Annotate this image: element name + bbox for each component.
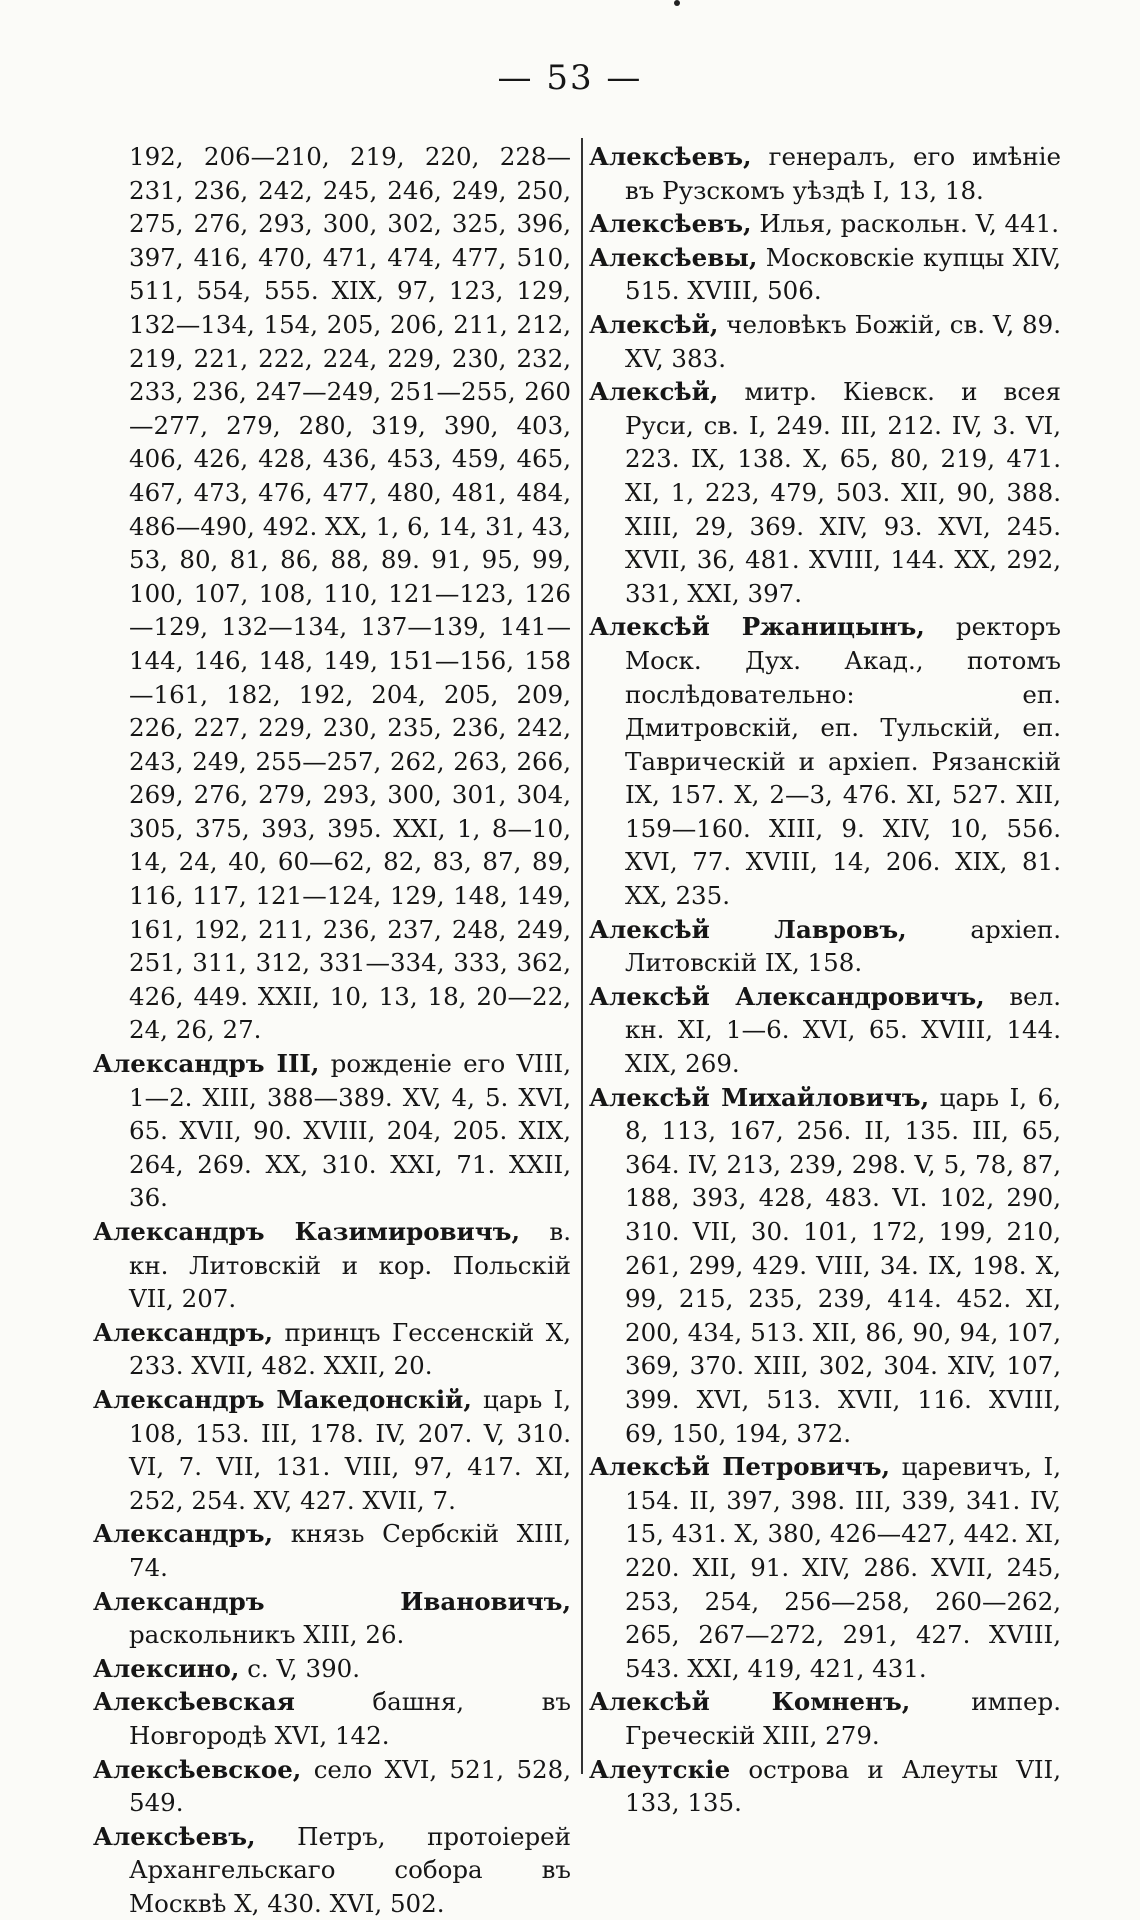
index-entry: Алексѣй, митр. Кіевск. и всея Руси, св. I, 249. III, 212. IV, 3. VI, 223. IX, 138. X, 65, 80, 219, 471. XI, 1, 223, 479, 503. XII, 90, 388. XIII, 29, 369. XIV, 93. XVI, 245. XVII, 36, 481. XVIII, 144. XX, 292, 331, XXI, 397. (589, 377, 1061, 608)
page-number: — 53 — (497, 58, 643, 98)
index-entry: Алексѣевское, село XVI, 521, 528, 549. (93, 1754, 571, 1818)
index-entry: Александръ III, рожденіе его VIII, 1—2. XIII, 388—389. XV, 4, 5. XVI, 65. XVII, 90. XVIII, 204, 205. XIX, 264, 269. XX, 310. XXI, 71. XXII, 36. (93, 1049, 571, 1213)
page-speck (674, 0, 680, 6)
column-divider (581, 138, 583, 1774)
index-entry: Александръ Ивановичъ, раскольникъ XIII, 26. (93, 1586, 571, 1650)
index-entry: Алексино, с. V, 390. (93, 1653, 361, 1683)
left-column (93, 140, 571, 1920)
index-entry: Алексѣевъ, Петръ, протоіерей Архангельскаго собора въ Москвѣ X, 430. XVI, 502. (93, 1821, 571, 1918)
index-entry: Алеутскіе острова и Алеуты VII, 133, 135. (589, 1754, 1061, 1818)
index-entry: Алексѣй Михайловичъ, царь I, 6, 8, 113, 167, 256. II, 135. III, 65, 364. IV, 213, 239, 298. V, 5, 78, 87, 188, 393, 428, 483. VI. 102, 290, 310. VII, 30. 101, 172, 199, 210, 261, 299, 429. VIII, 34. IX, 198. X, 99, 215, 235, 239, 414. 452. XI, 200, 434, 513. XII, 86, 90, 94, 107, 369, 370. XIII, 302, 304. XIV, 107, 399. XVI, 513. XVII, 116. XVIII, 69, 150, 194, 372. (589, 1082, 1061, 1448)
index-entry: Алексѣевы, Московскіе купцы XIV, 515. XVIII, 506. (589, 242, 1061, 306)
index-entry: Алексѣй Александровичъ, вел. кн. XI, 1—6. XVI, 65. XVIII, 144. XIX, 269. (589, 981, 1061, 1079)
index-entry: Александръ Македонскій, царь I, 108, 153. III, 178. IV, 207. V, 310. VI, 7. VII, 131. VIII, 97, 417. XI, 252, 254. XV, 427. XVII, 7. (93, 1384, 571, 1515)
index-entry: Алексѣевская башня, въ Новгородѣ XVI, 142. (93, 1687, 571, 1750)
index-entry: Алексѣй Комненъ, импер. Греческій XIII, 279. (589, 1687, 1061, 1750)
index-entry: Александръ Казимировичъ, в. кн. Литовскій и кор. Польскій VII, 207. (93, 1217, 571, 1314)
index-entry: Алексѣй Лавровъ, архіеп. Литовскій IX, 158. (589, 914, 1061, 978)
right-column (589, 140, 1061, 1820)
left-continuation: 192, 206—210, 219, 220, 228—231, 236, 242, 245, 246, 249, 250, 275, 276, 293, 300, 302, 325, 396, 397, 416, 470, 471, 474, 477, 510, 511, 554, 555. XIX, 97, 123, 129, 132—134, 154, 205, 206, 211, 212, 219, 221, 222, 224, 229, 230, 232, 233, 236, 247—249, 251—255, 260—277, 279, 280, 319, 390, 403, 406, 426, 428, 436, 453, 459, 465, 467, 473, 476, 477, 480, 481, 484, 486—490, 492. XX, 1, 6, 14, 31, 43, 53, 80, 81, 86, 88, 89. 91, 95, 99, 100, 107, 108, 110, 121—123, 126—129, 132—134, 137—139, 141—144, 146, 148, 149, 151—156, 158—161, 182, 192, 204, 205, 209, 226, 227, 229, 230, 235, 236, 242, 243, 249, 255—257, 262, 263, 266, 269, 276, 279, 293, 300, 301, 304, 305, 375, 393, 395. XXI, 1, 8—10, 14, 24, 40, 60—62, 82, 83, 87, 89, 116, 117, 121—124, 129, 148, 149, 161, 192, 211, 236, 237, 248, 249, 251, 311, 312, 331—334, 333, 362, 426, 449. XXII, 10, 13, 18, 20—22, 24, 26, 27. (129, 142, 571, 1045)
index-entry: Алексѣй Ржаницынъ, ректоръ Моск. Дух. Акад., потомъ послѣдовательно: еп. Дмитровскій, еп. Тульскій, еп. Таврическій и архіеп. Рязанскій IX, 157. X, 2—3, 476. XI, 527. XII, 159—160. XIII, 9. XIV, 10, 556. XVI, 77. XVIII, 14, 206. XIX, 81. XX, 235. (589, 612, 1061, 911)
index-entry: Алексѣевъ, Илья, раскольн. V, 441. (589, 209, 1060, 239)
index-entry: Александръ, принцъ Гессенскій X, 233. XVII, 482. XXII, 20. (93, 1317, 571, 1381)
index-entry: Алексѣевъ, генералъ, его имѣніе въ Рузскомъ уѣздѣ I, 13, 18. (589, 142, 1061, 205)
index-entry: Александръ, князь Сербскій XIII, 74. (93, 1519, 571, 1582)
index-entry: Алексѣй Петровичъ, царевичъ, I, 154. II, 397, 398. III, 339, 341. IV, 15, 431. X, 380, 426—427, 442. XI, 220. XII, 91. XIV, 286. XVII, 245, 253, 254, 256—258, 260—262, 265, 267—272, 291, 427. XVIII, 543. XXI, 419, 421, 431. (589, 1452, 1061, 1683)
index-entry: Алексѣй, человѣкъ Божій, св. V, 89. XV, 383. (589, 309, 1061, 373)
